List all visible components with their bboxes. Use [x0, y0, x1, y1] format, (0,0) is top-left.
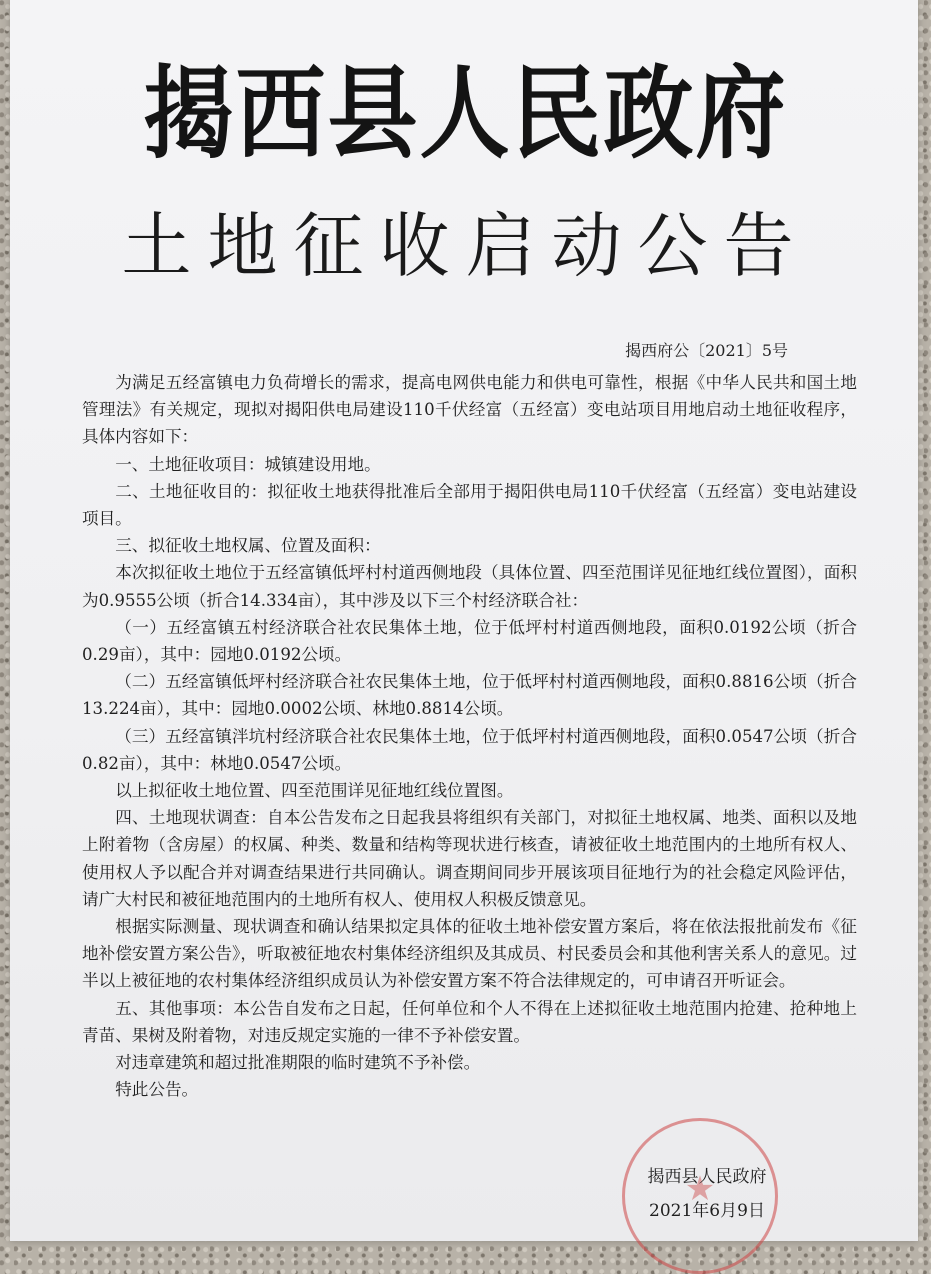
- signature-issuer: 揭西县人民政府: [647, 1167, 767, 1187]
- notice-body: [82, 369, 857, 1103]
- signature-date: 2021年6月9日: [649, 1201, 765, 1221]
- paragraph-illegal-buildings: 对违章建筑和超过批准期限的临时建筑不予补偿。: [115, 1053, 481, 1073]
- paragraph-item-project: 一、土地征收项目：城镇建设用地。: [115, 454, 381, 474]
- paragraph-parcel-1: （一）五经富镇五村经济联合社农民集体土地，位于低坪村村道西侧地段，面积0.0192公顷（折合0.29亩），其中：园地0.0192公顷。: [82, 617, 857, 665]
- paragraph-survey: 四、土地现状调查：自本公告发布之日起我县将组织有关部门，对拟征土地权属、地类、面积以及地上附着物（含房屋）的权属、种类、数量和结构等现状进行核查，请被征收土地范围内的土地所有权人、使用权人予以配合并对调查结果进行共同确认。调查期间同步开展该项目征地行为的社会稳定风险评估，请广大村民和被征地范围内的土地所有权人、使用权人积极反馈意见。: [82, 808, 857, 909]
- paragraph-item-ownership: 三、拟征收土地权属、位置及面积：: [115, 536, 381, 556]
- paragraph-compensation: 根据实际测量、现状调查和确认结果拟定具体的征收土地补偿安置方案后，将在依法报批前发布《征地补偿安置方案公告》，听取被征地农村集体经济组织及其成员、村民委员会和其他利害关系人的意见。过半以上被征地的农村集体经济组织成员认为补偿安置方案不符合法律规定的，可申请召开听证会。: [82, 917, 857, 991]
- signature-block: [622, 1160, 792, 1228]
- notice-title: 土地征收启动公告: [121, 205, 810, 287]
- document-number: 揭西府公〔2021〕5号: [625, 341, 788, 360]
- paragraph-map-reference: 以上拟征收土地位置、四至范围详见征地红线位置图。: [115, 781, 514, 801]
- paragraph-closing: 特此公告。: [115, 1080, 199, 1100]
- paragraph-parcel-3: （三）五经富镇泮坑村经济联合社农民集体土地，位于低坪村村道西侧地段，面积0.0547公顷（折合0.82亩），其中：林地0.0547公顷。: [82, 726, 857, 773]
- paragraph-other-matters: 五、其他事项：本公告自发布之日起，任何单位和个人不得在上述拟征收土地范围内抢建、抢种地上青苗、果树及附着物，对违反规定实施的一律不予补偿安置。: [82, 998, 857, 1045]
- government-title: 揭西县人民政府: [143, 55, 788, 174]
- paragraph-item-purpose: 二、土地征收目的：拟征收土地获得批准后全部用于揭阳供电局110千伏经富（五经富）变电站建设项目。: [82, 481, 857, 529]
- paragraph-area-summary: 本次拟征收土地位于五经富镇低坪村村道西侧地段（具体位置、四至范围详见征地红线位置图），面积为0.9555公顷（折合14.334亩），其中涉及以下三个村经济联合社：: [82, 563, 857, 610]
- paragraph-parcel-2: （二）五经富镇低坪村经济联合社农民集体土地，位于低坪村村道西侧地段，面积0.8816公顷（折合13.224亩），其中：园地0.0002公顷、林地0.8814公顷。: [82, 672, 857, 719]
- paragraph-intro: 为满足五经富镇电力负荷增长的需求，提高电网供电能力和供电可靠性，根据《中华人民共和国土地管理法》有关规定，现拟对揭阳供电局建设110千伏经富（五经富）变电站项目用地启动土地征收程序，具体内容如下：: [82, 373, 857, 447]
